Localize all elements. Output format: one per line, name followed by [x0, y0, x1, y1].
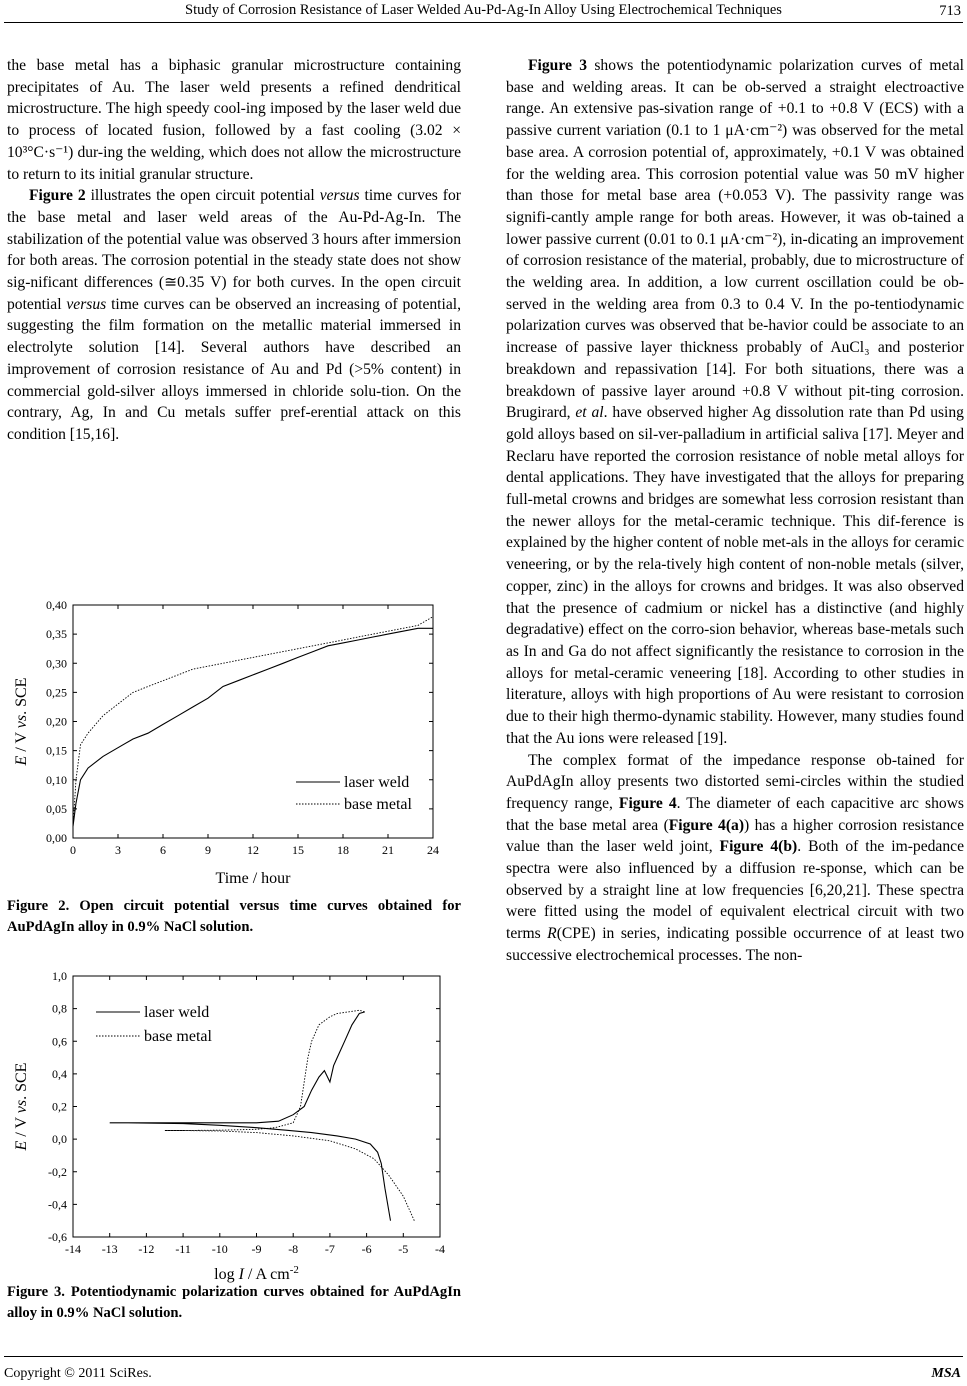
- x-tick-label: 18: [337, 843, 349, 857]
- series-line-base-metal: [73, 617, 433, 827]
- y-tick-label: -0,4: [48, 1197, 67, 1212]
- paragraph: [506, 55, 964, 750]
- figure-3-caption: Figure 3. Potentiodynamic polarization curves obtained for AuPdAgIn alloy in 0.9% NaCl solution.: [7, 1284, 461, 1321]
- x-tick-label: -10: [211, 1242, 228, 1256]
- text-run: The complex format of the impedance response ob-tained for AuPdAgIn alloy presents two distorted semi-circles within the studied frequency range,: [506, 751, 964, 812]
- text-run: . have observed higher Ag dissolution rate than Pd using gold alloys based on sil-ver-palladium in artificial saliva [17]. Meyer and Reclaru have reported the corrosion resistance of noble metal alloys for dental applications. They have investigated that the alloys for preparing full-metal crowns and bridges are somewhat less corrosion resistant than the newer alloys for the metal-ceramic technique. This dif-ference is explained by the higher content of noble met-als in the alloys for ceramic veneering, or by the rela-tively high content of non-noble metals (silver, copper, zinc) in the alloys for crowns and bridges. It was also observed that the presence of cadmium or nickel has a distinctive (and highly degradative) effect on the corro-sion behavior, whereas base-metals such as In and Ga do not affect significantly the resistance to corrosion in the alloys for metal-ceramic veneering [18]. According to other studies in literature, alloys with high proportions of Au were resistant to corrosion due to their high thermo-dynamic stability. However, many studies found that the Au ions were released [19].: [506, 404, 964, 747]
- text-run: (CPE) in series, indicating possible occurrence of at least two successive electrochemical processes. The non-: [506, 925, 964, 964]
- text-run: time curves for the base metal and laser weld areas of the Au-Pd-Ag-In. The stabilization of the potential value was observed 3 hours after immersion for both areas. The corrosion potential in the steady state does not show sig-nificant differences (≅0.35 V) for both curves. In the open circuit potential: [7, 187, 461, 313]
- y-tick-label: 0,6: [52, 1034, 67, 1049]
- paragraph: [506, 750, 964, 967]
- y-tick-label: 0,10: [46, 772, 67, 787]
- footer-rule: [4, 1356, 963, 1357]
- y-tick-label: 0,05: [46, 801, 67, 816]
- running-title: Study of Corrosion Resistance of Laser Welded Au-Pd-Ag-In Alloy Using Electrochemical Techniques: [185, 2, 782, 18]
- y-tick-label: -0,6: [48, 1230, 67, 1244]
- x-tick-label: -13: [101, 1242, 118, 1256]
- y-axis-label: E / V vs. SCE: [13, 1062, 30, 1151]
- y-axis-label: E / V vs. SCE: [13, 677, 30, 766]
- y-tick-label: 0,20: [46, 714, 67, 729]
- x-tick-label: -8: [288, 1242, 299, 1256]
- left-column: [7, 55, 461, 446]
- journal-abbreviation: MSA: [931, 1366, 961, 1381]
- y-tick-label: 0,35: [46, 627, 67, 642]
- figure-2-caption: Figure 2. Open circuit potential versus time curves obtained for AuPdAgIn alloy in 0.9% NaCl solution.: [7, 898, 461, 935]
- figure-2-svg: [0, 585, 470, 885]
- text-run: . Both of the im-pedance spectra were also influenced by a diffusion re-sponse, which can be observed by a straight line at low frequencies [6,20,21]. These spectra were fitted using the model of equivalent electrical circuit with two terms: [506, 838, 964, 943]
- x-tick-label: -9: [251, 1242, 262, 1256]
- x-tick-label: 21: [382, 843, 394, 857]
- x-tick-label: -6: [361, 1242, 372, 1256]
- text-run: versus: [66, 295, 107, 313]
- x-tick-label: 12: [247, 843, 259, 857]
- paragraph: [7, 185, 461, 445]
- x-axis-label: Time / hour: [215, 870, 291, 887]
- text-run: et al: [575, 404, 604, 422]
- x-tick-label: 0: [70, 843, 76, 857]
- figure-reference: Figure 4(b): [719, 838, 798, 856]
- page-number: 713: [939, 3, 961, 19]
- figure-reference: Figure 2: [29, 187, 86, 205]
- text-run: . The diameter of each capacitive arc shows that the base metal area (: [506, 794, 964, 834]
- y-tick-label: 0,00: [46, 831, 67, 845]
- x-tick-label: 15: [292, 843, 304, 857]
- y-tick-label: 0,4: [52, 1066, 67, 1081]
- text-run: ) has a higher corrosion resistance value than the laser weld joint,: [506, 816, 964, 856]
- y-tick-label: 0,40: [46, 598, 67, 612]
- text-run: illustrates the open circuit potential: [85, 187, 320, 205]
- legend-label: base metal: [144, 1028, 212, 1045]
- x-axis-label: log I / A $cm^{-2}$: [214, 1264, 299, 1283]
- y-tick-label: 0,30: [46, 656, 67, 671]
- y-tick-label: 0,0: [52, 1132, 67, 1147]
- figure-3-svg: [0, 960, 470, 1283]
- x-tick-label: -12: [138, 1242, 155, 1256]
- text-run: versus: [319, 187, 360, 205]
- x-tick-label: -11: [175, 1242, 191, 1256]
- text-run: time curves can be observed an increasing of potential, suggesting the film formation on the metallic material immersed in electrolyte solution [14]. Several authors have described an improvement of corrosion resistance of Au and Pd (>5% content) in commercial gold-silver alloys immersed in chloride solu-tion. On the contrary, Ag, In and Cu metals suffer pref-erential attack on this condition [15,16].: [7, 295, 461, 443]
- x-tick-label: 9: [205, 843, 211, 857]
- figure-3-chart: [0, 960, 470, 1283]
- paragraph: the base metal has a biphasic granular microstructure containing precipitates of Au. The laser weld presents a refined dendritical microstructure. The high speedy cool-ing imposed by the laser weld due to process of located fusion, followed by a fast cooling (3.02 × 10³°C·s⁻¹) dur-ing the welding, which does not allow the microstructure to return to its initial granular structure.: [7, 57, 461, 183]
- right-column: [506, 55, 964, 967]
- x-tick-label: 24: [427, 843, 439, 857]
- x-tick-label: -7: [324, 1242, 335, 1256]
- y-tick-label: 1,0: [52, 969, 67, 983]
- figure-reference: Figure 4(a): [668, 816, 745, 834]
- running-header: [0, 0, 967, 22]
- text-run: R: [547, 925, 557, 943]
- x-tick-label: 3: [115, 843, 121, 857]
- x-tick-label: 6: [160, 843, 166, 857]
- legend-label: base metal: [344, 796, 412, 813]
- figure-2-chart: [0, 585, 470, 885]
- figure-reference: Figure 3: [528, 57, 588, 74]
- page-footer: [0, 1356, 967, 1382]
- legend-label: laser weld: [144, 1004, 210, 1021]
- y-tick-label: 0,15: [46, 743, 67, 758]
- y-tick-label: 0,2: [52, 1099, 67, 1114]
- legend-label: laser weld: [344, 774, 410, 791]
- x-tick-label: -5: [398, 1242, 409, 1256]
- text-run: shows the potentiodynamic polarization curves of metal base and welding areas. It can be ob-served a straight electroactive range. An extensive pas-sivation range of +0.1 to +0.8 V (ECS) with a passive current variation (0.1 to 1 μA·cm⁻²) was observed for the metal base area. A corrosion potential of, approximately, +0.1 V was obtained for the welding area. This corrosion potential value was 50 mV higher than those for metal base area (+0.053 V). The passivity range was signifi-cantly ample range for both areas. However, it was ob-tained a lower passive current (0.01 to 0.1 μA·cm⁻²), in-dicating an improvement of corrosion resistance of the material, probably, due to microstructure of the welding area. In addition, a low current oscillation could be ob-served in the welding area from 0.3 to 0.4 V. In the po-tentiodynamic polarization curves was observed that be-havior could be associate to an increase of passive layer thickness probably of AuCl₃ and posterior breakdown and repassivation [14]. For both situations, there was a breakdown of passive layer around +0.8 V without pit-ting corrosion. Brugirard,: [506, 57, 964, 422]
- y-tick-label: -0,2: [48, 1164, 67, 1179]
- header-rule: [4, 22, 963, 23]
- x-tick-label: -14: [65, 1242, 81, 1256]
- plot-frame: [73, 976, 440, 1237]
- y-tick-label: 0,8: [52, 1001, 67, 1016]
- copyright-notice: Copyright © 2011 SciRes.: [4, 1366, 152, 1381]
- y-tick-label: 0,25: [46, 685, 67, 700]
- figure-reference: Figure 4: [618, 794, 677, 812]
- x-tick-label: -4: [435, 1242, 445, 1256]
